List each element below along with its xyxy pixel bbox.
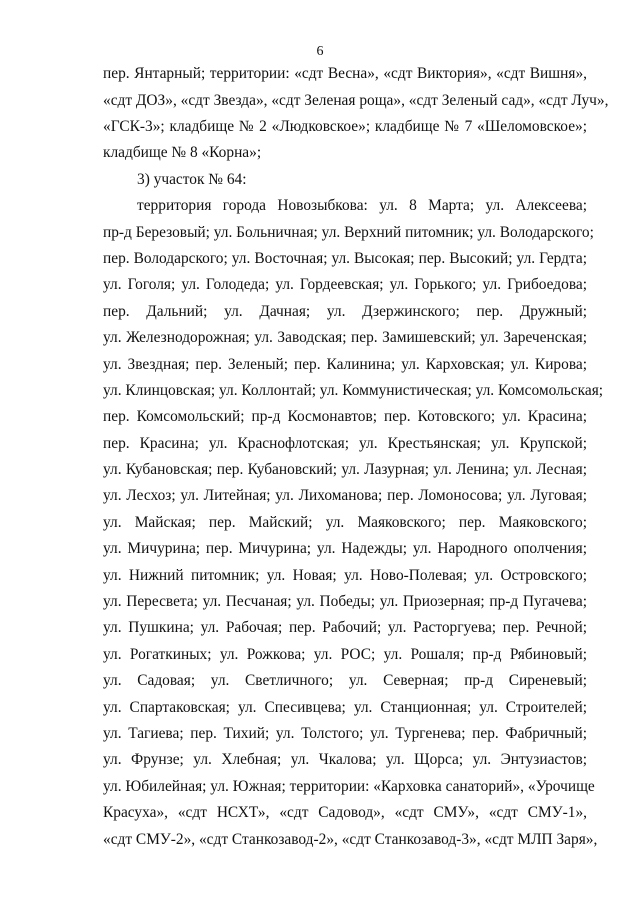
text-line: ул. Садовая; ул. Светличного; ул. Северная; пр-д Сиреневый;: [103, 672, 587, 689]
text-line: пер. Дальний; ул. Дачная; ул. Дзержинского; пер. Дружный;: [103, 303, 587, 320]
text-line: ул. Кубановская; пер. Кубановский; ул. Лазурная; ул. Ленина; ул. Лесная;: [103, 461, 587, 478]
text-line: пер. Янтарный; территории: «сдт Весна», «сдт Виктория», «сдт Вишня»,: [103, 65, 587, 82]
text-line: «ГСК-3»; кладбище № 2 «Людковское»; кладбище № 7 «Шеломовское»;: [103, 118, 587, 135]
text-line: ул. Рогаткиных; ул. Рожкова; ул. РОС; ул. Рошаля; пр-д Рябиновый;: [103, 646, 587, 663]
text-line: ул. Железнодорожная; ул. Заводская; пер. Замишевский; ул. Заречeнская;: [103, 329, 587, 346]
text-line: ул. Спартаковская; ул. Спесивцева; ул. Станционная; ул. Строителей;: [103, 699, 587, 716]
text-line: ул. Тагиева; пер. Тихий; ул. Толстого; ул. Тургенева; пер. Фабричный;: [103, 725, 587, 742]
text-line: кладбище № 8 «Корна»;: [103, 144, 262, 161]
text-line: ул. Нижний питомник; ул. Новая; ул. Ново-Полевая; ул. Островского;: [103, 567, 587, 584]
text-line: ул. Фрунзе; ул. Хлебная; ул. Чкалова; ул. Щорса; ул. Энтузиастов;: [103, 751, 587, 768]
text-line: пр-д Березовый; ул. Больничная; ул. Верхний питомник; ул. Володарского;: [103, 224, 594, 241]
text-line: ул. Звездная; пер. Зеленый; пер. Калинина; ул. Карховская; ул. Кирова;: [103, 356, 587, 373]
text-line: ул. Клинцовская; ул. Коллонтай; ул. Коммунистическая; ул. Комсомольская;: [103, 382, 604, 399]
text-line: ул. Пересвета; ул. Песчаная; ул. Победы; ул. Приозерная; пр-д Пугачева;: [103, 593, 587, 610]
text-line: ул. Гоголя; ул. Голодеда; ул. Гордеевская; ул. Горького; ул. Грибоедова;: [103, 276, 587, 293]
text-line: пер. Володарского; ул. Восточная; ул. Высокая; пер. Высокий; ул. Гердта;: [103, 250, 587, 267]
text-line: Красуха», «сдт НСХТ», «сдт Садовод», «сдт СМУ», «сдт СМУ-1»,: [103, 804, 587, 821]
text-line: пер. Комсомольский; пр-д Космонавтов; пер. Котовского; ул. Красина;: [103, 408, 587, 425]
section-heading: 3) участок № 64:: [137, 171, 247, 188]
text-line: ул. Лесхоз; ул. Литейная; ул. Лихоманова; пер. Ломоносова; ул. Луговая;: [103, 487, 587, 504]
text-line: ул. Пушкина; ул. Рабочая; пер. Рабочий; ул. Расторгуева; пер. Речной;: [103, 619, 587, 636]
text-line: «сдт СМУ-2», «сдт Станкозавод-2», «сдт Станкозавод-3», «сдт МЛП Заря»,: [103, 831, 598, 848]
text-line: ул. Майская; пер. Майский; ул. Маяковского; пер. Маяковского;: [103, 514, 587, 531]
text-line: пер. Красина; ул. Краснофлотская; ул. Крестьянская; ул. Крупской;: [103, 435, 587, 452]
text-line: ул. Мичурина; пер. Мичурина; ул. Надежды; ул. Народного ополчения;: [103, 540, 587, 557]
text-line: ул. Юбилейная; ул. Южная; территории: «Карховка санаторий», «Урочище: [103, 778, 595, 795]
page-number: 6: [316, 44, 324, 59]
text-line: территория города Новозыбкова: ул. 8 Марта; ул. Алексеева;: [137, 197, 587, 214]
text-line: «сдт ДОЗ», «сдт Звезда», «сдт Зеленая роща», «сдт Зеленый сад», «сдт Луч»,: [103, 92, 609, 109]
